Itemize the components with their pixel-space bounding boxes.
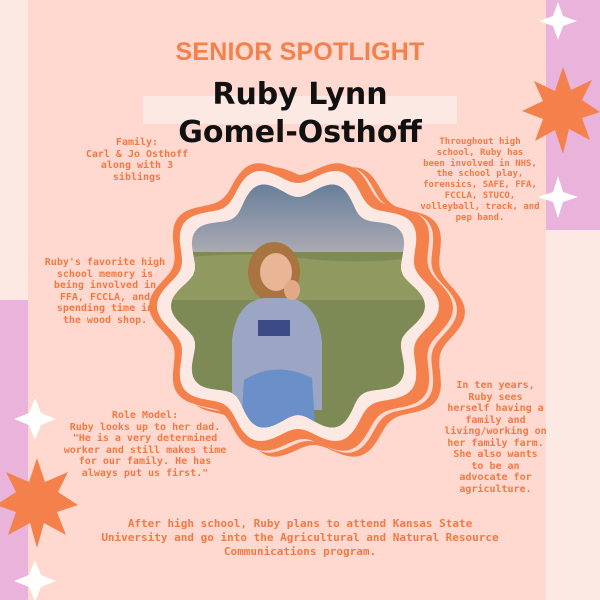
- future-block: [433, 380, 558, 495]
- white-sparkle-icon: [539, 2, 577, 40]
- role-model-line: worker and still makes time: [63, 444, 227, 456]
- plans-block: [60, 517, 540, 559]
- family-line: along with 3: [100, 160, 174, 171]
- future-line: Ruby sees: [468, 391, 523, 403]
- future-line: her family farm.: [447, 437, 544, 449]
- family-line: Carl & Jo Osthoff: [85, 148, 189, 160]
- role-model-block: [50, 410, 240, 479]
- memory-block: [20, 257, 190, 326]
- role-model-line: for our family. He has: [78, 456, 212, 467]
- involvement-line: school, Ruby has: [436, 147, 524, 158]
- involvement-line: forensics, SAFE, FFA,: [423, 180, 537, 191]
- name-line-2: Gomel-Osthoff: [178, 115, 422, 150]
- memory-line: the wood shop.: [62, 314, 148, 326]
- involvement-block: [410, 137, 550, 223]
- plans-line: After high school, Ruby plans to attend Kansas State: [127, 517, 473, 530]
- involvement-line: FCCLA, STUCO,: [444, 190, 516, 201]
- page-title: SENIOR SPOTLIGHT: [175, 38, 425, 66]
- role-model-line: Ruby looks up to her dad.: [69, 421, 221, 433]
- memory-line: school memory is: [56, 268, 154, 280]
- future-line: agriculture.: [459, 483, 532, 495]
- future-line: She also wants: [453, 449, 538, 460]
- involvement-line: Throughout high: [439, 137, 521, 147]
- family-block: [52, 137, 222, 183]
- future-line: living/working on: [444, 426, 547, 437]
- future-line: In ten years,: [456, 380, 535, 391]
- role-model-line: "He is a very determined: [72, 433, 218, 444]
- plans-line: University and go into the Agricultural and Natural Resource: [101, 531, 499, 544]
- involvement-line: volleyball, track, and: [420, 201, 540, 212]
- white-sparkle-icon: [14, 560, 56, 600]
- plans-line: Communications program.: [223, 545, 377, 558]
- involvement-line: been involved in NHS,: [423, 158, 537, 169]
- future-line: family and: [465, 414, 526, 426]
- family-line: Family:: [115, 137, 159, 148]
- future-line: advocate for: [459, 472, 532, 483]
- role-model-line: always put us first.": [81, 467, 209, 479]
- future-line: to be an: [471, 460, 520, 472]
- name-line-1: Ruby Lynn: [212, 77, 388, 112]
- memory-line: Ruby's favorite high: [44, 257, 166, 268]
- involvement-line: the school play,: [436, 169, 524, 180]
- memory-line: being involved in: [53, 280, 157, 291]
- memory-line: FFA, FCCLA, and: [59, 291, 151, 303]
- role-model-line: Role Model:: [111, 410, 179, 421]
- future-line: herself having a: [447, 403, 544, 414]
- involvement-line: pep band.: [455, 212, 505, 223]
- memory-line: spending time in: [56, 303, 154, 314]
- family-line: siblings: [112, 171, 162, 183]
